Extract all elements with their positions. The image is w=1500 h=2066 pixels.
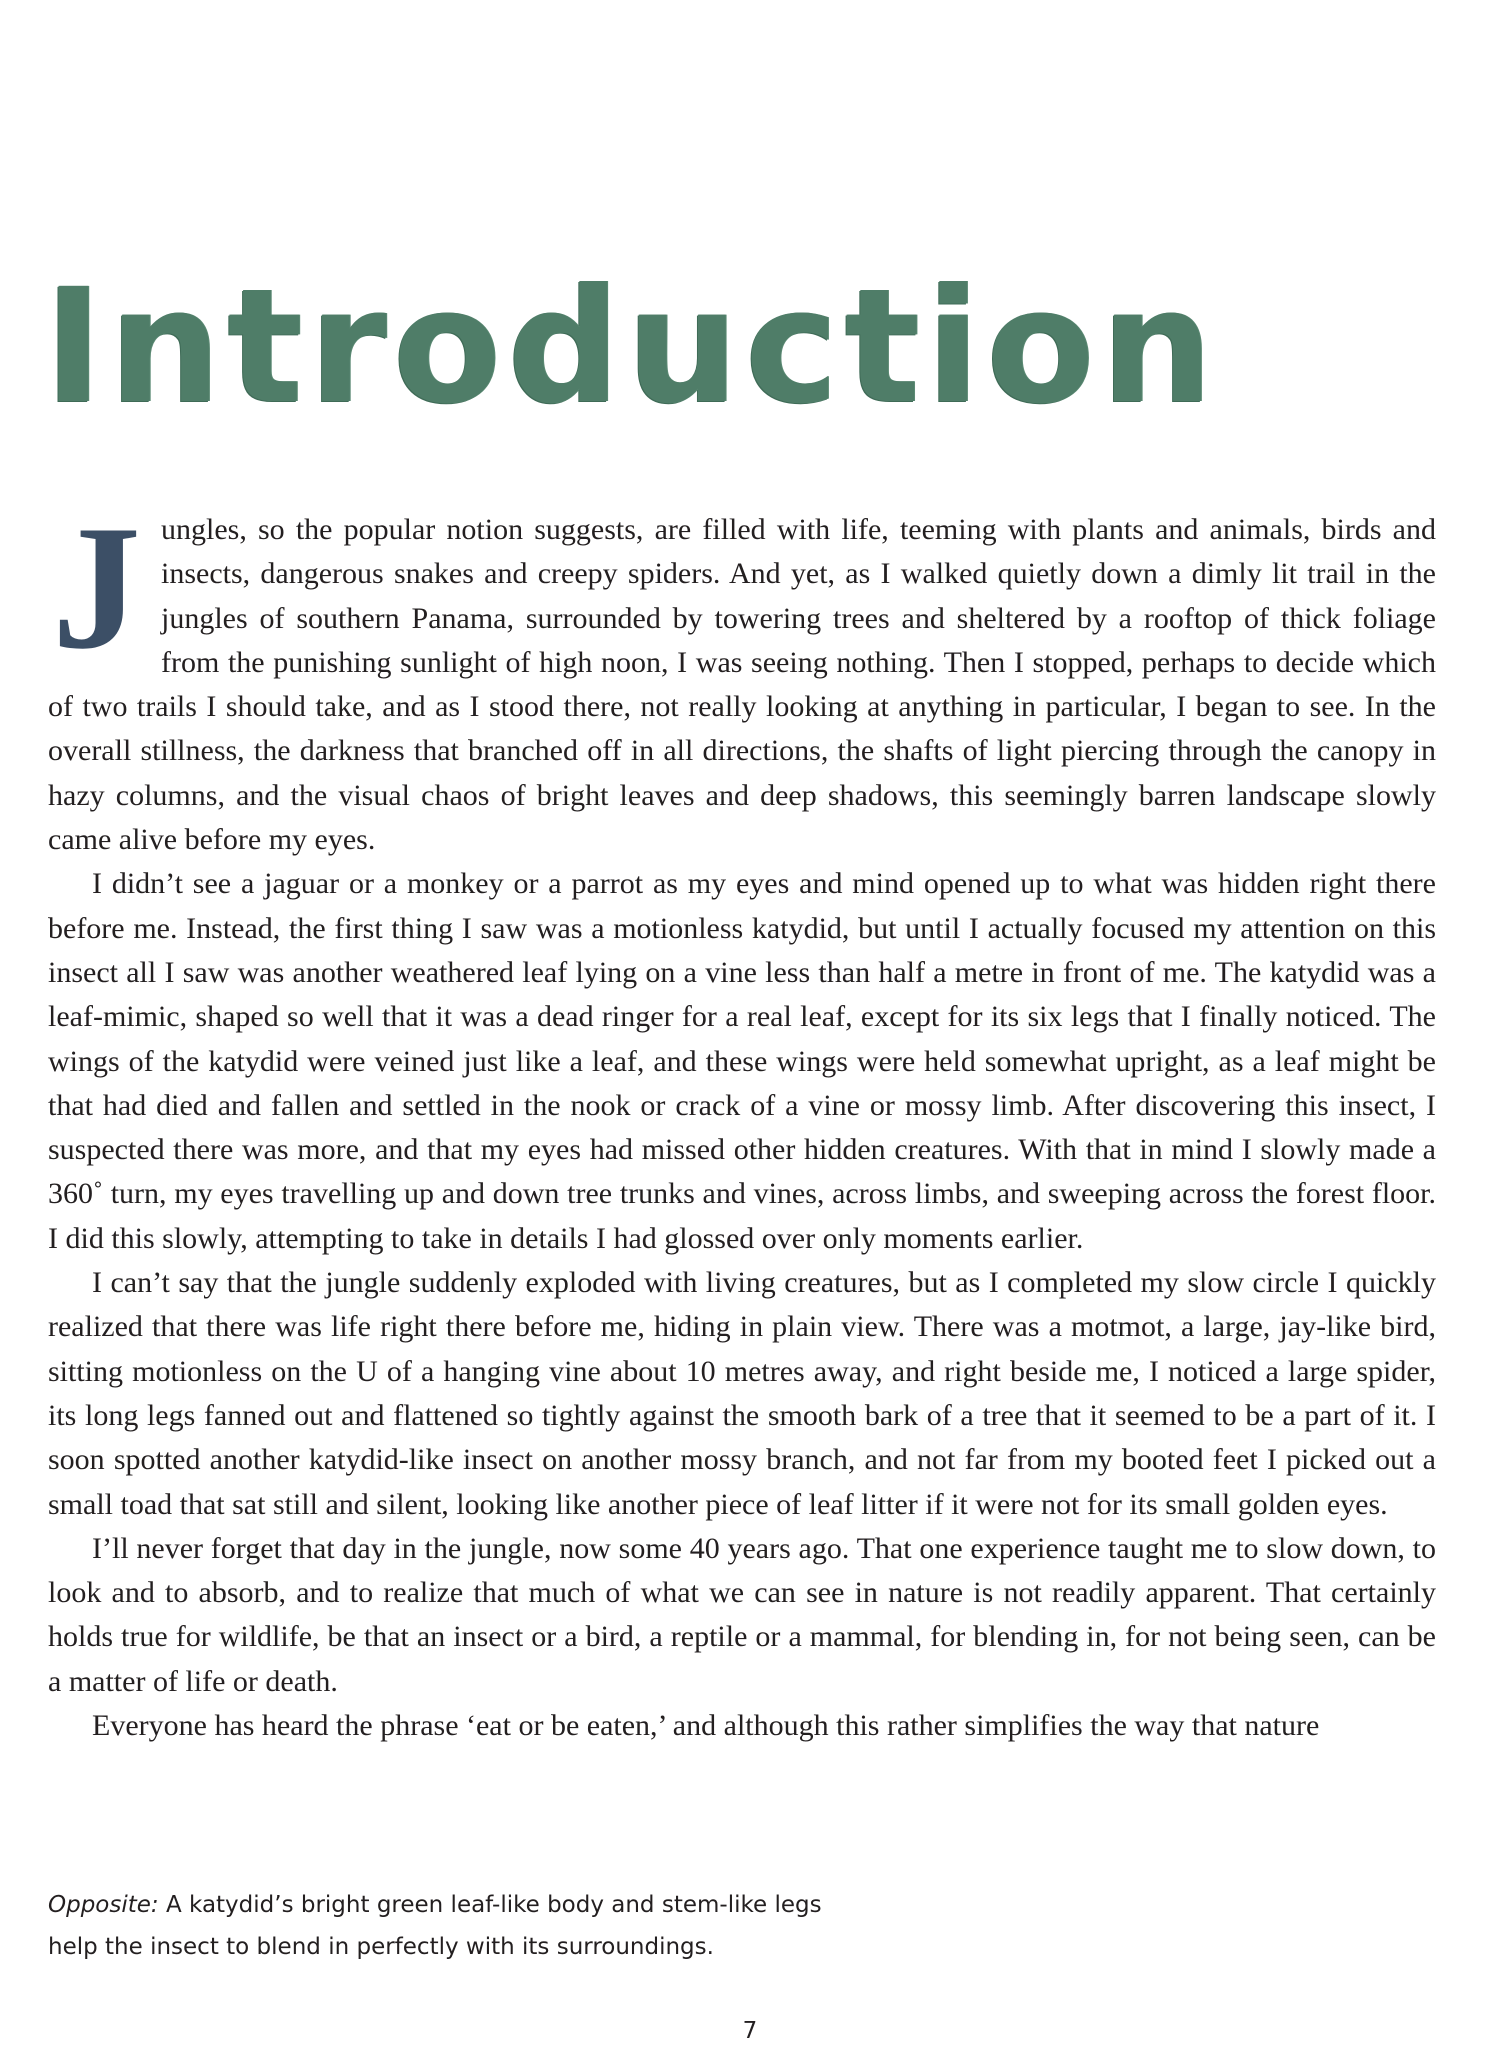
paragraph-3: I can’t say that the jungle suddenly exploded with living creatures, but as I completed my slow circle I quickly realized that there was life right there before me, hiding in plain view. There was a motmot, a large, jay-like bird, sitting motionless on the U of a hanging vine about 10 metres away, and right beside me, I noticed a large spider, its long legs fanned out and flattened so tightly against the smooth bark of a tree that it seemed to be a part of it. I soon spotted another katydid-like insect on another mossy branch, and not far from my booted feet I picked out a small toad that sat still and silent, looking like another piece of leaf litter if it were not for its small golden eyes. xyxy=(48,1266,1436,1521)
paragraph-2: I didn’t see a jaguar or a monkey or a parrot as my eyes and mind opened up to what was hidden right there before me. Instead, the first thing I saw was a motionless katydid, but until I actually focused my attention on this insect all I saw was another weathered leaf lying on a vine less than half a metre in front of me. The katydid was a leaf-mimic, shaped so well that it was a dead ringer for a real leaf, except for its six legs that I finally noticed. The wings of the katydid were veined just like a leaf, and these wings were held somewhat upright, as a leaf might be that had died and fallen and settled in the nook or crack of a vine or mossy limb. After discovering this insect, I suspected there was more, and that my eyes had missed other hidden creatures. With that in mind I slowly made a 360˚ turn, my eyes travelling up and down tree trunks and vines, across limbs, and sweeping across the forest floor. I did this slowly, attempting to take in details I had glossed over only moments earlier. xyxy=(48,867,1436,1255)
paragraph-1-text: ungles, so the popular notion suggests, are filled with life, teeming with plants and animals, birds and insects, dangerous snakes and creepy spiders. And yet, as I walked quietly down a dimly lit trail in the jungles of southern Panama, surrounded by towering trees and sheltered by a rooftop of thick foliage from the punishing sunlight of high noon, I was seeing nothing. Then I stopped, perhaps to decide which of two trails I should take, and as I stood there, not really looking at anything in particular, I began to see. In the overall stillness, the darkness that branched off in all directions, the shafts of light piercing through the canopy in hazy columns, and the visual chaos of bright leaves and deep shadows, this seemingly barren landscape slowly came alive before my eyes. xyxy=(48,513,1436,857)
body-text xyxy=(48,488,1436,1748)
paragraph-4: I’ll never forget that day in the jungle, now some 40 years ago. That one experience taught me to slow down, to look and to absorb, and to realize that much of what we can see in nature is not readily apparent. That certainly holds true for wildlife, be that an insect or a bird, a reptile or a mammal, for blending in, for not being seen, can be a matter of life or death. xyxy=(48,1531,1436,1698)
chapter-title: Introduction xyxy=(44,255,1220,439)
caption-line-2: help the insect to blend in perfectly with its surroundings. xyxy=(48,1934,714,1960)
caption-lead: Opposite: xyxy=(48,1892,159,1918)
paragraph-5: Everyone has heard the phrase ‘eat or be eaten,’ and although this rather simplifies the way that nature xyxy=(92,1709,1320,1743)
caption-line-1 xyxy=(48,1884,1048,1926)
paragraph-1 xyxy=(48,488,1436,862)
photo-caption xyxy=(48,1884,1048,1968)
drop-cap: J xyxy=(52,488,141,686)
caption-text: A katydid’s bright green leaf-like body and stem-like legs xyxy=(158,1892,822,1918)
page-number: 7 xyxy=(742,2018,758,2044)
